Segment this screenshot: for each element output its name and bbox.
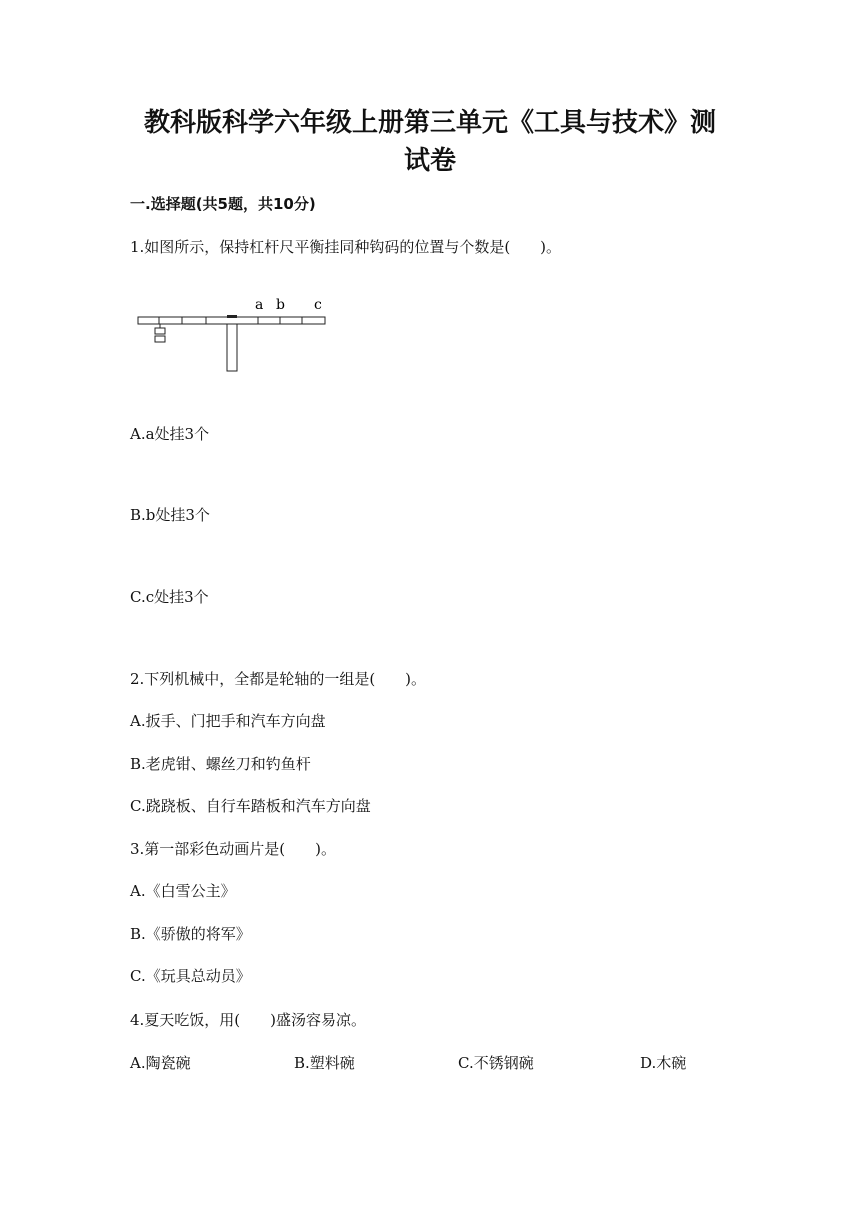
label-a: a <box>255 297 264 313</box>
lever-diagram <box>130 288 330 378</box>
q1-option-a[interactable]: A.a处挂3个 <box>130 425 210 443</box>
q3-option-c[interactable]: C.《玩具总动员》 <box>130 967 251 985</box>
lever-pivot <box>227 315 237 318</box>
q4-option-b[interactable]: B.塑料碗 <box>294 1054 355 1072</box>
q3-option-b[interactable]: B.《骄傲的将军》 <box>130 925 251 943</box>
q2-option-a[interactable]: A.扳手、门把手和汽车方向盘 <box>130 712 326 730</box>
lever-ticks <box>159 317 302 324</box>
title-line-2: 试卷 <box>403 146 456 176</box>
question-1-stem: 1.如图所示，保持杠杆尺平衡挂同种钩码的位置与个数是( )。 <box>130 238 562 256</box>
weight-1 <box>155 328 165 334</box>
question-4-stem: 4.夏天吃饭，用( )盛汤容易凉。 <box>130 1011 367 1029</box>
title-line-1: 教科版科学六年级上册第三单元《工具与技术》测 <box>143 108 716 138</box>
question-2-stem: 2.下列机械中，全都是轮轴的一组是( )。 <box>130 670 427 688</box>
q4-option-c[interactable]: C.不锈钢碗 <box>458 1054 534 1072</box>
q2-option-c[interactable]: C.跷跷板、自行车踏板和汽车方向盘 <box>130 797 371 815</box>
q3-option-a[interactable]: A.《白雪公主》 <box>130 882 236 900</box>
label-c: c <box>314 297 322 313</box>
question-3-stem: 3.第一部彩色动画片是( )。 <box>130 840 337 858</box>
weight-2 <box>155 336 165 342</box>
q4-option-a[interactable]: A.陶瓷碗 <box>130 1054 191 1072</box>
q1-option-c[interactable]: C.c处挂3个 <box>130 588 209 606</box>
section-heading: 一.选择题(共5题，共10分) <box>130 195 316 213</box>
lever-bar <box>138 317 325 324</box>
q1-option-b[interactable]: B.b处挂3个 <box>130 506 210 524</box>
q2-option-b[interactable]: B.老虎钳、螺丝刀和钓鱼杆 <box>130 755 311 773</box>
q4-option-d[interactable]: D.木碗 <box>640 1054 687 1072</box>
label-b: b <box>276 297 285 313</box>
page-title <box>130 104 730 180</box>
lever-stand <box>227 324 237 371</box>
